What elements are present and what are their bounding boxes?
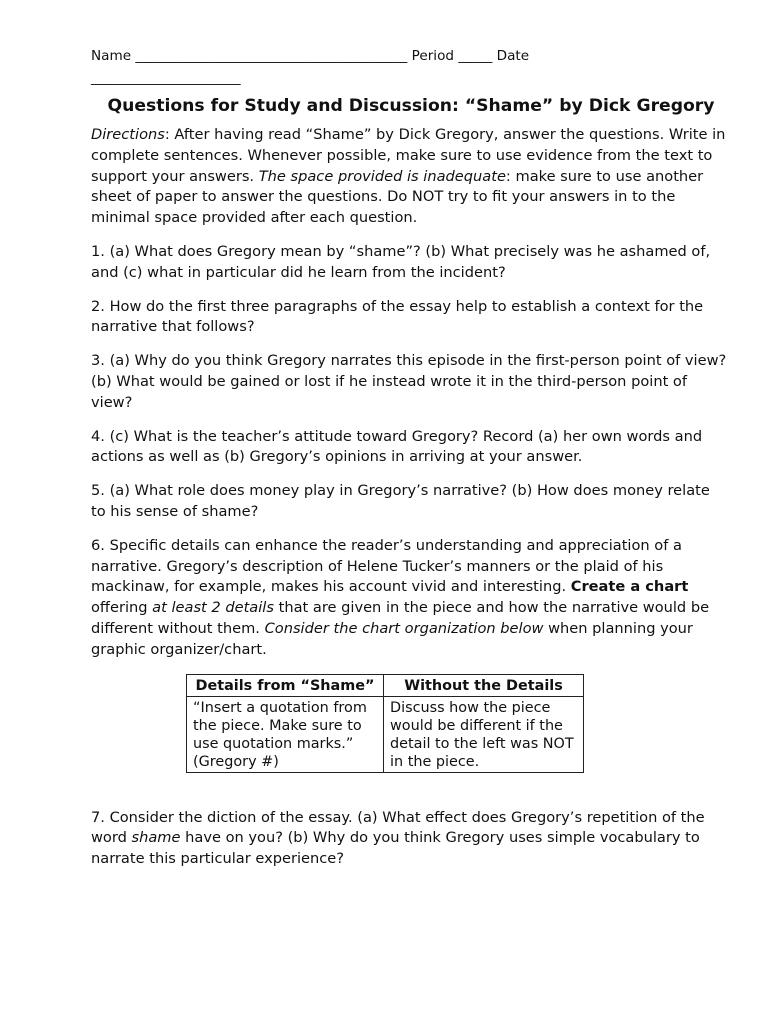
q6-text-3: that are given in the piece and how the narrative would be different without them. xyxy=(91,599,710,637)
q6-text-4: when planning your graphic organizer/chart. xyxy=(91,619,693,658)
directions-label: Directions xyxy=(91,126,165,143)
question-1: 1. (a) What does Gregory mean by “shame”? (b) What precisely was he ashamed of, and (c) what in particular did he learn from the incident? xyxy=(91,242,711,281)
q6-text-1: 6. Specific details can enhance the reader’s understanding and appreciation of a narrative. Gregory’s description of Helene Tucker’s manners or the plaid of his mackinaw, for example, makes his account vivid and interesting. xyxy=(91,536,682,596)
page-title: Questions for Study and Discussion: “Shame” by Dick Gregory xyxy=(107,96,715,116)
q6-bold-instruction: Create a chart xyxy=(570,578,689,596)
question-3: 3. (a) Why do you think Gregory narrates this episode in the first-person point of view? (b) What would be gained or lost if he instead wrote it in the third-person point of view? xyxy=(91,352,727,411)
chart-organizer-table xyxy=(186,674,584,773)
directions-emphasis: The space provided is inadequate xyxy=(258,167,506,185)
cell-quotation-instruction: “Insert a quotation from the piece. Make sure to use quotation marks.” (Gregory #) xyxy=(187,696,384,772)
question-6 xyxy=(91,536,727,661)
q6-italic-1: at least 2 details xyxy=(152,599,274,617)
name-period-date-line: Name ________________________________________ Period _____ Date xyxy=(91,48,530,64)
table-row xyxy=(187,696,584,772)
directions-text-1: : After having read “Shame” by Dick Gregory, answer the questions. Write in complete sentences. Whenever possible, make sure to use evidence from the text to support your answers. xyxy=(91,126,726,185)
question-4: 4. (c) What is the teacher’s attitude toward Gregory? Record (a) her own words and actions as well as (b) Gregory’s opinions in arriving at your answer. xyxy=(91,427,703,466)
cell-discussion-instruction: Discuss how the piece would be different if the detail to the left was NOT in the piece. xyxy=(384,696,584,772)
question-7 xyxy=(91,808,727,870)
worksheet-body xyxy=(91,125,727,883)
table-header-row xyxy=(187,674,584,696)
q7-italic: shame xyxy=(131,829,181,847)
date-blank-line: ______________________ xyxy=(91,70,241,86)
question-5: 5. (a) What role does money play in Gregory’s narrative? (b) How does money relate to his sense of shame? xyxy=(91,482,710,520)
directions-text-2: : make sure to use another sheet of paper to answer the questions. Do NOT try to fit your answers in to the minimal space provided after each question. xyxy=(91,167,704,227)
question-2: 2. How do the first three paragraphs of the essay help to establish a context for the narrative that follows? xyxy=(91,297,704,336)
student-info-header xyxy=(91,45,731,89)
q6-text-2: offering xyxy=(91,599,153,617)
q6-italic-2: Consider the chart organization below xyxy=(264,619,544,637)
header-without-details: Without the Details xyxy=(384,674,584,696)
q7-text-2: have on you? (b) Why do you think Gregory uses simple vocabulary to narrate this particular experience? xyxy=(91,829,700,868)
header-details-from-shame: Details from “Shame” xyxy=(187,674,384,696)
q7-text-1: 7. Consider the diction of the essay. (a) What effect does Gregory’s repetition of the word xyxy=(91,808,705,847)
directions-paragraph xyxy=(91,125,727,229)
